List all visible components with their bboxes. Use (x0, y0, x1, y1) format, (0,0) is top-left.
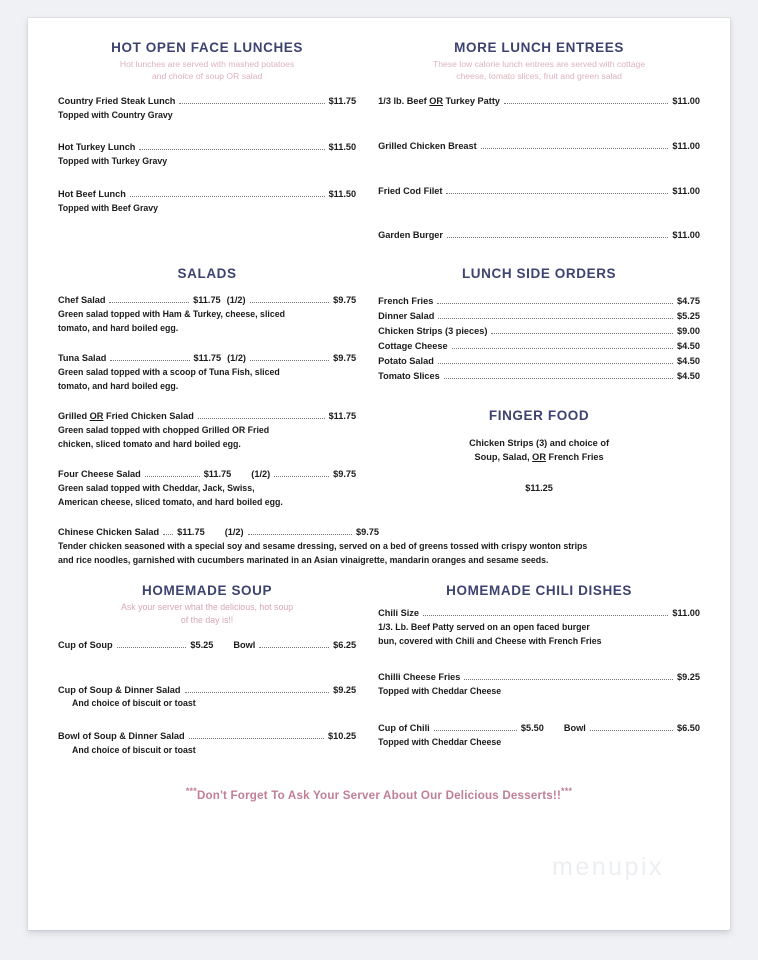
description-line-1: Green salad topped with Cheddar, Jack, Swiss, (58, 483, 255, 494)
menu-item-row (378, 671, 700, 685)
description-line-2: tomato, and hard boiled egg. (58, 380, 179, 391)
section-title-lunch-side-orders: LUNCH SIDE ORDERS (461, 266, 617, 282)
or-emphasis: OR (89, 411, 104, 422)
menu-item-row (378, 185, 700, 199)
menu-item-name: Four Cheese Salad (58, 469, 141, 480)
side-orders-list (378, 294, 700, 383)
description-line-1: Green salad topped with Ham & Turkey, cheese, sliced (58, 308, 286, 319)
menu-item-row (58, 468, 356, 482)
leader-dots (437, 302, 673, 304)
menu-item-name: Bowl of Soup & Dinner Salad (58, 731, 185, 742)
menu-item-half-label: (1/2) (251, 469, 271, 480)
menu-item-cup-bowl-soup (58, 639, 356, 653)
leader-dots (109, 301, 189, 303)
leader-dots (590, 729, 673, 731)
leader-dots (491, 332, 673, 334)
dessert-note-text: Don't Forget To Ask Your Server About Our Delicious Desserts!! (196, 789, 562, 803)
menu-item-price: $4.50 (676, 370, 700, 381)
menu-item-name: Potato Salad (378, 355, 434, 366)
leader-dots (438, 362, 673, 364)
menu-item-price: $11.75 (328, 95, 357, 106)
leader-dots (274, 475, 329, 477)
subtitle-line-2: and choice of soup OR salad (151, 71, 263, 82)
menu-item-price: $10.25 (328, 731, 357, 742)
menu-item-row (58, 526, 379, 540)
or-emphasis: OR (429, 95, 443, 106)
bowl-price: $6.25 (333, 639, 357, 650)
leader-dots (117, 646, 187, 648)
menupix-watermark: menupix (552, 853, 664, 881)
menu-item (58, 684, 356, 711)
menu-item (378, 339, 700, 354)
leader-dots (130, 195, 325, 197)
section-title-homemade-chili: HOMEMADE CHILI DISHES (446, 583, 632, 599)
leader-dots (452, 347, 673, 349)
leader-dots (248, 533, 352, 535)
section-title-finger-food: FINGER FOOD (488, 407, 590, 423)
leader-dots (444, 377, 673, 379)
menu-item-name: Dinner Salad (378, 311, 435, 321)
menu-item-name: Grilled Chicken Breast (378, 140, 477, 151)
section-hot-open-face-lunches (58, 40, 366, 250)
section-finger-food (378, 408, 700, 496)
leader-dots (259, 646, 329, 648)
menu-item-description (58, 482, 356, 509)
menu-item-price: $11.00 (672, 608, 700, 619)
cup-price: $5.25 (190, 639, 214, 650)
menu-item-description: Topped with Cheddar Cheese (378, 736, 502, 747)
menu-item (378, 185, 700, 199)
menu-item-half-label: (1/2) (226, 295, 246, 306)
finger-food-block (378, 436, 700, 496)
menu-item-chinese-chicken-salad (58, 526, 700, 567)
section-subtitle-homemade-soup (58, 601, 356, 627)
menu-item-price: $11.00 (672, 185, 700, 196)
menu-item-price: $11.75 (193, 295, 221, 306)
menu-item (58, 188, 356, 215)
menu-item (378, 229, 700, 243)
menu-item (58, 95, 356, 122)
leader-dots (438, 317, 673, 319)
menu-item-row (58, 639, 356, 653)
menu-item-name: Cup of Soup & Dinner Salad (58, 684, 181, 695)
menu-item-row (58, 95, 356, 109)
menu-item-half-price: $9.75 (333, 353, 357, 364)
leader-dots (250, 301, 330, 303)
leader-dots (189, 737, 324, 739)
menu-item (58, 468, 356, 509)
menu-item-row (378, 339, 700, 354)
menu-item-name: 1/3 lb. Beef OR Turkey Patty (378, 95, 501, 106)
menu-item-row (378, 324, 700, 339)
menu-item-row (378, 354, 700, 369)
menu-item-description: Topped with Cheddar Cheese (378, 686, 502, 697)
finger-food-price: $11.25 (525, 482, 553, 493)
menu-item-price: $11.50 (328, 142, 357, 153)
menu-item-row (58, 352, 356, 366)
bowl-name: Bowl (563, 722, 586, 733)
leader-dots (464, 678, 673, 680)
menu-item-half-price: $9.75 (333, 469, 357, 480)
menu-item (378, 671, 700, 698)
leader-dots (145, 475, 200, 477)
leader-dots (139, 148, 324, 150)
menu-item (58, 352, 356, 393)
menu-item-name: Tuna Salad (58, 353, 107, 364)
leader-dots (423, 614, 668, 616)
leader-dots (481, 147, 669, 149)
leader-dots (110, 359, 189, 361)
section-title-homemade-soup: HOMEMADE SOUP (142, 583, 273, 599)
menu-item-description: Topped with Beef Gravy (58, 202, 159, 213)
menu-item-name: Country Fried Steak Lunch (58, 95, 176, 106)
menu-item-name: Hot Beef Lunch (58, 188, 126, 199)
menu-item (58, 410, 356, 451)
menu-item-row (58, 188, 356, 202)
section-lunch-side-orders (378, 266, 700, 383)
description-line-1: Green salad topped with chopped Grilled OR Fried (58, 424, 270, 435)
menu-item-name: Fried Cod Filet (378, 185, 443, 196)
menu-item-row (58, 294, 356, 308)
menu-item-price: $11.00 (672, 140, 700, 151)
menu-page (28, 18, 730, 930)
menu-item (378, 607, 700, 648)
menu-item-name: Chef Salad (58, 295, 106, 306)
leader-dots (447, 236, 668, 238)
cup-name: Cup of Soup (58, 639, 113, 650)
menu-item-description (58, 540, 700, 567)
finger-food-line-2: Soup, Salad, OR French Fries (474, 452, 604, 463)
menu-item-name: Garden Burger (378, 230, 443, 241)
menu-item (58, 730, 356, 757)
leader-dots (434, 729, 517, 731)
menu-item-description (58, 366, 356, 393)
section-homemade-soup (58, 583, 366, 764)
menu-item (378, 324, 700, 339)
finger-food-line-1: Chicken Strips (3) and choice of (469, 437, 610, 448)
menu-item-row (58, 410, 356, 424)
menu-item-price: $9.00 (676, 325, 700, 336)
right-middle-column (366, 266, 700, 516)
leader-dots (198, 417, 325, 419)
subtitle-line-1: Ask your server what the delicious, hot soup (121, 602, 294, 613)
menu-item-price: $11.75 (177, 527, 205, 538)
menu-item-half-label: (1/2) (224, 527, 244, 538)
leader-dots (163, 533, 173, 535)
subtitle-line-2: cheese, tomato slices, fruit and green salad (456, 71, 622, 82)
menu-item-row (378, 294, 700, 309)
menu-item-price: $11.75 (193, 353, 222, 364)
description-line-2: chicken, sliced tomato and hard boiled egg. (58, 438, 241, 449)
menu-item (378, 354, 700, 369)
leader-dots (504, 102, 668, 104)
menu-item-row (378, 309, 700, 324)
menu-item-half-label: (1/2) (227, 353, 246, 364)
menu-item-price: $9.25 (676, 672, 700, 683)
menu-item-half-price: $9.75 (356, 527, 379, 538)
menu-item-name: Hot Turkey Lunch (58, 142, 136, 153)
description-line-1: Green salad topped with a scoop of Tuna Fish, sliced (58, 366, 280, 377)
subtitle-line-2: of the day is!! (180, 615, 234, 626)
menu-item-description: Topped with Country Gravy (58, 109, 173, 120)
section-subtitle-more-lunch-entrees (378, 58, 700, 83)
menu-item-description (58, 424, 356, 451)
menu-item-price: $11.00 (672, 230, 700, 241)
cup-name: Cup of Chili (378, 722, 430, 733)
leader-dots (250, 359, 329, 361)
menu-item (58, 294, 356, 335)
menu-item-price: $11.00 (672, 95, 700, 106)
menu-item (378, 309, 700, 324)
menu-item (378, 369, 700, 384)
bowl-price: $6.50 (677, 722, 700, 733)
leader-dots (179, 102, 324, 104)
or-emphasis: OR (532, 452, 546, 463)
menu-item (378, 140, 700, 154)
menu-item-description: And choice of biscuit or toast (72, 698, 196, 709)
section-more-lunch-entrees (366, 40, 700, 250)
menu-item-cup-bowl-chili (378, 722, 700, 749)
menu-item-row (378, 369, 700, 384)
description-line-2: American cheese, sliced tomato, and hard boiled egg. (58, 496, 283, 507)
menu-item-description (58, 308, 356, 335)
description-line-2: and rice noodles, garnished with cucumbers marinated in an Asian vinaigrette, mandarin oranges and sesame seeds. (58, 554, 549, 565)
menu-item-half-price: $9.75 (333, 295, 357, 306)
menu-item-row (58, 684, 356, 698)
top-columns (58, 40, 700, 250)
menu-item-price: $4.50 (676, 340, 700, 351)
bottom-columns (58, 583, 700, 764)
menu-item-row (378, 722, 700, 736)
menu-item-price: $5.25 (676, 311, 700, 321)
menu-item-row (58, 141, 356, 155)
menu-item-row (378, 607, 700, 621)
menu-item-row (378, 95, 700, 109)
description-line-2: bun, covered with Chili and Cheese with French Fries (378, 635, 602, 646)
menu-item-row (378, 229, 700, 243)
menu-item (378, 294, 700, 309)
section-homemade-chili-dishes (366, 583, 700, 764)
menu-item-price: $4.50 (676, 355, 700, 366)
dessert-stars-left: *** (185, 786, 197, 797)
menu-sheet (28, 18, 730, 930)
subtitle-line-1: These low calorie lunch entrees are served with cottage (433, 59, 646, 69)
menu-item-price: $11.75 (328, 411, 357, 422)
bowl-name: Bowl (233, 639, 256, 650)
leader-dots (446, 192, 668, 194)
menu-item-row (58, 730, 356, 744)
middle-columns (58, 266, 700, 516)
menu-item-description: And choice of biscuit or toast (72, 744, 196, 755)
menu-item-name: French Fries (378, 296, 434, 307)
menu-item-name: Grilled OR Fried Chicken Salad (58, 411, 194, 422)
cup-price: $5.50 (520, 722, 544, 733)
menu-item-price: $4.75 (676, 296, 700, 307)
dessert-stars-right: *** (561, 786, 573, 797)
menu-item (378, 95, 700, 109)
description-line-1: Tender chicken seasoned with a special soy and sesame dressing, served on a bed of greens tossed with crispy wonton strips (58, 541, 588, 552)
description-line-2: tomato, and hard boiled egg. (58, 322, 179, 333)
menu-item-description: Topped with Turkey Gravy (58, 156, 168, 167)
description-line-1: 1/3. Lb. Beef Patty served on an open faced burger (378, 622, 590, 633)
menu-item-name: Chilli Cheese Fries (378, 672, 461, 683)
menu-item-name: Tomato Slices (378, 370, 440, 381)
leader-dots (185, 691, 330, 693)
section-salads (58, 266, 366, 516)
section-title-more-lunch-entrees: MORE LUNCH ENTREES (454, 40, 624, 55)
menu-item-name: Chicken Strips (3 pieces) (378, 325, 488, 336)
menu-item-name: Chinese Chicken Salad (58, 527, 160, 538)
dessert-note (58, 786, 700, 802)
section-title-salads: SALADS (177, 266, 237, 282)
menu-item-description (378, 621, 700, 648)
menu-item-row (378, 140, 700, 154)
subtitle-line-1: Hot lunches are served with mashed potatoes (119, 59, 295, 69)
menu-item (58, 141, 356, 168)
menu-item-name: Cottage Cheese (378, 340, 448, 351)
section-title-hot-open-face: HOT OPEN FACE LUNCHES (111, 40, 304, 55)
menu-item-price: $9.25 (333, 684, 357, 695)
menu-item-price: $11.50 (328, 188, 357, 199)
menu-item-price: $11.75 (203, 469, 232, 480)
section-subtitle-hot-open-face (58, 58, 356, 83)
menu-item-name: Chili Size (378, 608, 419, 619)
